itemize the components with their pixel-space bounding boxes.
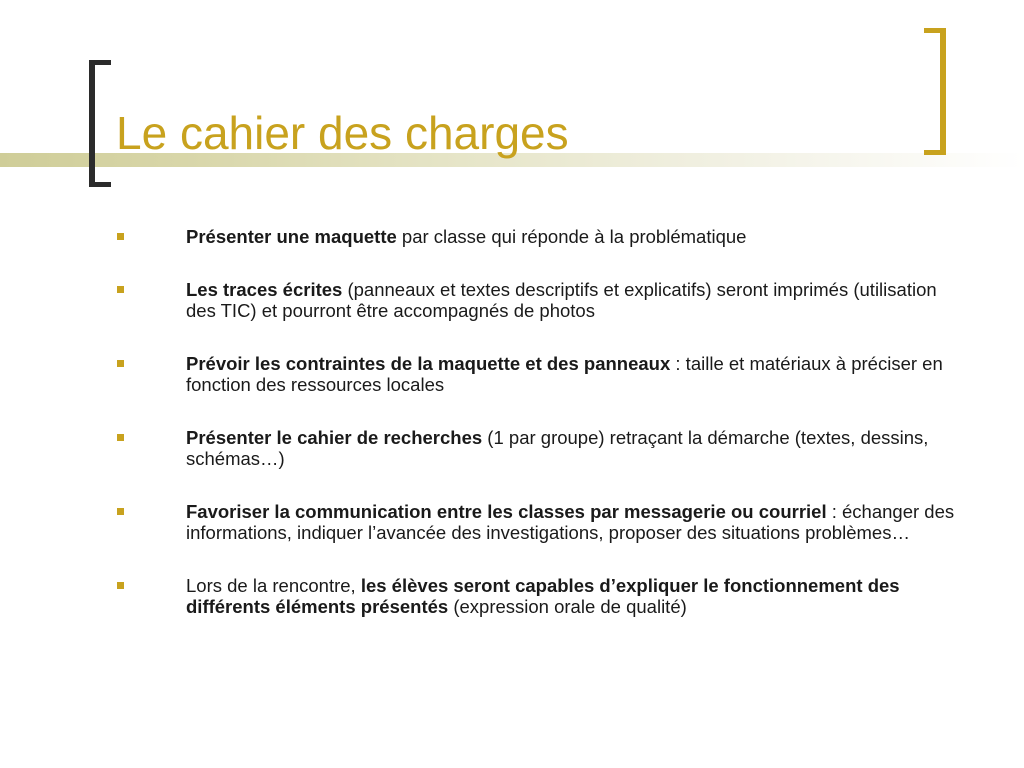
bullet-text [186, 501, 958, 544]
bullet-text [186, 427, 958, 470]
slide-title: Le cahier des charges [116, 107, 569, 159]
bullet-bold-text: Présenter une maquette [186, 226, 397, 247]
bullet-text [186, 353, 958, 396]
bullet-text [186, 575, 958, 618]
square-bullet-icon [117, 508, 124, 515]
square-bullet-icon [117, 582, 124, 589]
bullet-bold-text: Les traces écrites [186, 278, 343, 300]
bullet-text [186, 279, 958, 322]
left-bracket-decoration [89, 60, 111, 187]
bullet-bold-text: les élèves seront capables d’expliquer le fonctionnement des différents éléments présentés [186, 574, 900, 617]
bullet-plain-text: par classe qui réponde à la problématique [396, 226, 747, 247]
square-bullet-icon [117, 360, 124, 367]
bullet-plain-text: : échanger des informations, indiquer l’avancée des investigations, proposer des situations problèmes… [186, 500, 955, 543]
bullet-list [0, 226, 1024, 649]
bullet-plain-text: : taille et matériaux à préciser en fonction des ressources locales [186, 352, 943, 395]
bullet-item [0, 279, 1024, 322]
bullet-item [0, 575, 1024, 618]
square-bullet-icon [117, 286, 124, 293]
bullet-item [0, 353, 1024, 396]
right-bracket-decoration [924, 28, 946, 155]
bullet-bold-text: Favoriser la communication entre les classes par messagerie ou courriel [186, 500, 827, 522]
bullet-plain-text: (1 par groupe) retraçant la démarche (textes, dessins, schémas…) [186, 426, 929, 469]
bullet-text [186, 226, 958, 248]
bullet-item [0, 501, 1024, 544]
bullet-item [0, 427, 1024, 470]
bullet-item [0, 226, 1024, 248]
square-bullet-icon [117, 434, 124, 441]
bullet-plain-text: (expression orale de qualité) [448, 596, 687, 617]
square-bullet-icon [117, 233, 124, 240]
bullet-plain-text: (panneaux et textes descriptifs et explicatifs) seront imprimés (utilisation des TIC) et pourront être accompagnés de photos [186, 278, 937, 321]
bullet-bold-text: Prévoir les contraintes de la maquette et des panneaux [186, 352, 671, 374]
bullet-bold-text: Présenter le cahier de recherches [186, 426, 483, 448]
bullet-plain-text: Lors de la rencontre, [186, 574, 361, 596]
